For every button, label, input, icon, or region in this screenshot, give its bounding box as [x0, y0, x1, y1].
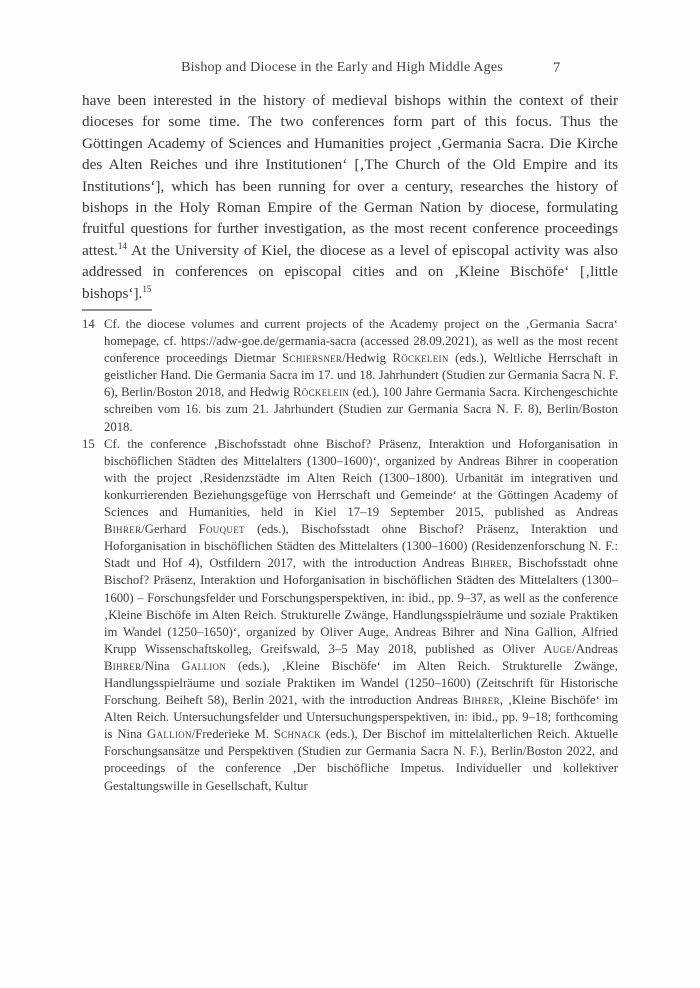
- footnote-15: [82, 436, 618, 795]
- small-caps-name: Schnack: [273, 727, 321, 742]
- running-header: [82, 60, 602, 80]
- footnote-text: Cf. the conference ‚Bischofsstadt ohne Bischof? Präsenz, Interaktion und Hoforganisation in bischöflichen Städten des Mittelalters (1300–1600)‘, organized by Andreas Bihrer in cooperation with the project ‚Residenzstädte im Alten Reich (1300–1800). Urbanität im integrativen und konkurrierenden Beziehungsgefüge von Herrschaft und Gemeinde‘ at the Göttingen Academy of Sciences and Humanities, held in Kiel 17–19 September 2015, published as Andreas Bihrer/Gerhard Fouquet (eds.), Bischofsstadt ohne Bischof? Präsenz, Interaktion und Hoforganisation in bischöflichen Städten des Mittelalters (1300–1600) (Residenzenforschung N. F.: Stadt und Hof 4), Ostfildern 2017, with the introduction Andreas Bihrer, Bischofsstadt ohne Bischof? Präsenz, Interaktion und Hoforganisation in bischöflichen Städten des Mittelalters (1300–1600) – Forschungsfelder und Forschungsperspektiven, in: ibid., pp. 9–37, as well as the conference ‚Kleine Bischöfe im Alten Reich. Strukturelle Zwänge, Handlungsspielräume und soziale Praktiken im Wandel (1250–1650)‘, organized by Oliver Auge, Andreas Bihrer and Nina Gallion, Alfried Krupp Wissenschaftskolleg, Greifswald, 3–5 May 2018, published as Oliver Auge/Andreas Bihrer/Nina Gallion (eds.), ‚Kleine Bischöfe‘ im Alten Reich. Strukturelle Zwänge, Handlungsspielräume und soziale Praktiken im Wandel (1250–1600) (Zeitschrift für Historische Forschung. Beiheft 58), Berlin 2021, with the introduction Andreas Bihrer, ‚Kleine Bischöfe‘ im Alten Reich. Untersuchungsfelder und Untersuchungsperspektiven, in: ibid., pp. 9–18; forthcoming is Nina Gallion/Frederieke M. Schnack (eds.), Der Bischof im mittelalterlichen Reich. Aktuelle Forschungsansätze und Perspektiven (Studien zur Germania Sacra N. F.), Berlin/Boston 2022, and proceedings of the conference ‚Der bischöfliche Impetus. Individueller und kollektiver Gestaltungswille in Gesellschaft, Kultur: [104, 436, 619, 793]
- small-caps-name: Auge: [543, 641, 573, 656]
- footnote-number: 15: [82, 436, 95, 451]
- page-number: 7: [553, 60, 561, 76]
- small-caps-name: Bihrer: [104, 658, 142, 673]
- body-paragraph: have been interested in the history of medieval bishops within the context of their dioceses for some time. The two conferences form part of this focus. Thus the Göttingen Academy of Sciences and Humanities project ‚Germania Sacra. Die Kirche des Alten Reiches und ihre Institutionen‘ [‚The Church of the Old Empire and its Institutions‘], which has been running for over a century, researches the history of bishops in the Holy Roman Empire of the German Nation by diocese, formulating fruitful questions for further investigation, as the most recent conference proceedings attest.$^{14}$ At the University of Kiel, the diocese as a level of episcopal activity was also addressed in conferences on episcopal cities and on ‚Kleine Bischöfe‘ [‚little bishops‘].$^{15}$: [82, 92, 618, 302]
- small-caps-name: Bihrer: [104, 522, 142, 537]
- footnote-number: 14: [82, 317, 95, 331]
- small-caps-name: Schiersner: [282, 351, 343, 366]
- small-caps-name: Gallion: [146, 727, 192, 742]
- small-caps-name: Röckelein: [392, 351, 449, 366]
- footnote-ref: 14: [117, 240, 127, 251]
- footnote-text: Cf. the diocese volumes and current projects of the Academy project on the ‚Germania Sacra‘ homepage, cf. https://adw-goe.de/germania-sacra (accessed 28.09.2021), as well as the most recent conference proceedings Dietmar Schiersner/Hedwig Röckelein (eds.), Weltliche Herrschaft in geistlicher Hand. Die Germania Sacra im 17. und 18. Jahrhundert (Studien zur Germania Sacra N. F. 6), Berlin/Boston 2018, and Hedwig Röckelein (ed.), 100 Jahre Germania Sacra. Kirchengeschichte schreiben vom 16. bis zum 21. Jahrhundert (Studien zur Germania Sacra N. F. 8), Berlin/Boston 2018.: [104, 317, 618, 434]
- small-caps-name: Fouquet: [198, 522, 245, 537]
- small-caps-name: Bihrer: [471, 556, 509, 571]
- running-header-title: Bishop and Diocese in the Early and High Middle Ages: [181, 60, 503, 75]
- small-caps-name: Gallion: [181, 658, 227, 673]
- footnote-separator-rule: [82, 309, 152, 311]
- small-caps-name: Röckelein: [293, 385, 350, 400]
- small-caps-name: Bihrer: [462, 693, 500, 708]
- footnote-ref: 15: [142, 283, 152, 294]
- footnotes-section: [82, 316, 618, 795]
- footnote-14: [82, 316, 618, 436]
